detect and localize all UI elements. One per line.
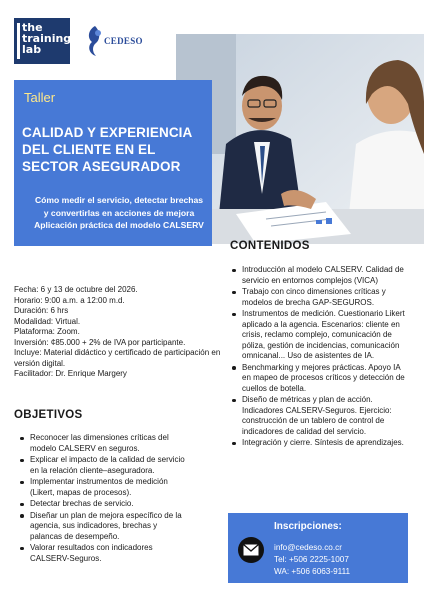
contact-email-link[interactable]: info@cedeso.co.cr [274,543,342,552]
logo-line-1: the [22,21,43,34]
inscripciones-box [228,513,408,583]
page-title: CALIDAD Y EXPERIENCIA DEL CLIENTE EN EL SECTOR ASEGURADOR [22,125,192,174]
list-item: Diseñar un plan de mejora específico de la agencia, sus indicadores, brechas y palancas de desempeño. [18,511,188,543]
logo-bar [17,23,20,59]
contenidos-heading: CONTENIDOS [230,240,310,252]
course-details [14,285,224,380]
event-type-tag: Taller [24,90,56,105]
list-item: Instrumentos de medición. Cuestionario Likert aplicado a la agencia. Escenarios: cliente en crisis, reclamo complejo, comunicación de póliza, gestión de incidencias, comunicación omnicanal... Uso de asistentes de IA. [230,309,408,362]
detail-platform: Plataforma: Zoom. [14,327,80,336]
subtitle-line-3: Aplicación práctica del modelo CALSERV [34,220,204,230]
list-item: Reconocer las dimensiones críticas del modelo CALSERV en seguros. [18,433,188,454]
detail-modality: Modalidad: Virtual. [14,316,81,326]
objetivos-heading: OBJETIVOS [14,409,83,421]
contenidos-list [230,265,408,450]
the-training-lab-logo [14,18,70,64]
detail-duration: Duración: 6 hrs [14,306,69,315]
contact-whatsapp[interactable]: WA: +506 6063-9111 [274,567,351,576]
detail-investment: Inversión: ¢85.000 + 2% de IVA por participante. [14,337,186,347]
inscripciones-title: Inscripciones: [274,521,342,532]
objetivos-list [18,433,188,565]
logo-line-3: lab [22,43,42,56]
detail-includes: Incluye: Material didáctico y certificado de participación en versión digital. [14,348,221,368]
logo-line-2: training [22,32,72,45]
cedeso-logo-text: CEDESO [104,36,143,46]
list-item: Implementar instrumentos de medición (Likert, mapas de procesos). [18,477,188,498]
list-item: Trabajo con cinco dimensiones críticas y modelos de brecha GAP-SEGUROS. [230,287,408,308]
list-item: Detectar brechas de servicio. [18,499,188,510]
detail-facilitator: Facilitador: Dr. Enrique Margery [14,369,127,378]
list-item: Integración y cierre. Síntesis de aprendizajes. [230,438,408,449]
list-item: Explicar el impacto de la calidad de servicio en la relación cliente–aseguradora. [18,455,188,476]
list-item: Valorar resultados con indicadores CALSERV-Seguros. [18,543,188,564]
list-item: Diseño de métricas y plan de acción. Indicadores CALSERV-Seguros. Ejercicio: construcción de un tablero de control de indicadores de calidad del servicio. [230,395,408,437]
cedeso-mark-icon [84,24,106,58]
subtitle-line-1: Cómo medir el servicio, detectar brechas [34,195,204,205]
detail-date: Fecha: 6 y 13 de octubre del 2026. [14,285,138,294]
envelope-icon [238,537,264,563]
list-item: Benchmarking y mejores prácticas. Apoyo IA en mapeo de procesos críticos y detección de cuellos de botella. [230,363,408,395]
cedeso-logo [80,22,142,62]
detail-schedule: Horario: 9:00 a.m. a 12:00 m.d. [14,295,125,305]
subtitle-line-2: y convertirlas en acciones de mejora [43,207,195,218]
subtitle [14,194,224,232]
contact-phone[interactable]: Tel: +506 2225-1007 [274,555,349,564]
list-item: Introducción al modelo CALSERV. Calidad de servicio en entornos complejos (VICA) [230,265,408,286]
